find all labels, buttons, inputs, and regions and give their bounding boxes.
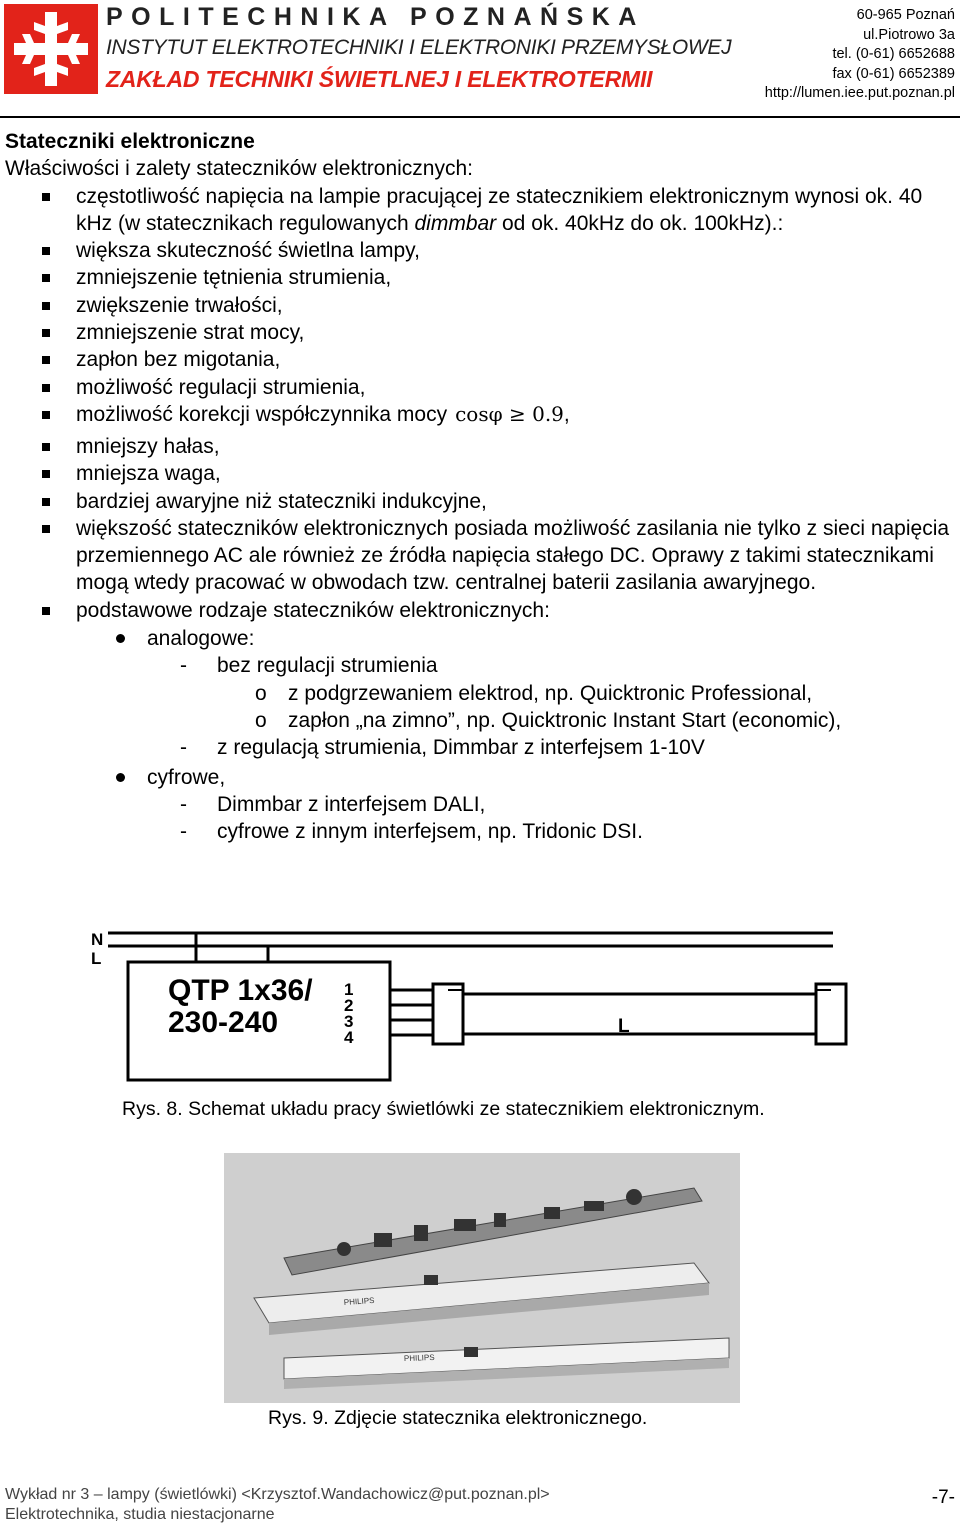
address-url[interactable]: http://lumen.iee.put.poznan.pl (764, 85, 955, 101)
round-bullet-icon (116, 634, 125, 643)
square-bullet-icon (42, 470, 50, 478)
power-factor-formula: cosφ ≥ 0.9 (455, 401, 564, 426)
square-bullet-icon (42, 274, 50, 282)
page-footer (5, 1485, 550, 1525)
square-bullet-icon (42, 498, 50, 506)
list-item: mniejsza waga, (5, 460, 955, 487)
terminal-2: 2 (344, 996, 354, 1015)
footer-course: Elektrotechnika, studia niestacjonarne (5, 1506, 275, 1523)
square-bullet-icon (42, 443, 50, 451)
type-analog-example: o zapłon „na zimno”, np. Quicktronic Instant Start (economic), (255, 708, 842, 732)
list-item: częstotliwość napięcia na lampie pracującej ze statecznikiem elektronicznym wynosi ok. 40 kHz (w statecznikach regulowanych dimmbar od ok. 40kHz do ok. 100kHz).: (5, 183, 955, 238)
list-item: zapłon bez migotania, (5, 346, 955, 373)
university-logo (4, 4, 98, 94)
address-block (765, 6, 955, 104)
list-item: możliwość regulacji strumienia, (5, 374, 955, 401)
square-bullet-icon (42, 411, 50, 419)
label-l-mains: L (91, 949, 102, 968)
list-item: mniejszy hałas, (5, 433, 955, 460)
lamp-label: L (618, 1016, 630, 1037)
photo-brand-2: PHILIPS (403, 1352, 435, 1363)
footer-lecture: Wykład nr 3 – lampy (świetlówki) <Krzysztof.Wandachowicz@put.poznan.pl> (5, 1486, 550, 1503)
list-item: możliwość korekcji współczynnika mocy cosφ ≥ 0.9, (5, 401, 955, 433)
department-name: ZAKŁAD TECHNIKI ŚWIETLNEJ I ELEKTROTERMII (106, 66, 653, 92)
section-intro: Właściwości i zalety stateczników elektronicznych: (5, 157, 473, 181)
list-item: zmniejszenie tętnienia strumienia, (5, 264, 955, 291)
terminal-3: 3 (344, 1012, 354, 1031)
type-analog: analogowe: (5, 625, 955, 652)
address-phone: tel. (0-61) 6652688 (832, 46, 955, 62)
university-name: POLITECHNIKA POZNAŃSKA (106, 3, 645, 31)
address-fax: fax (0-61) 6652389 (832, 65, 955, 82)
section-title: Stateczniki elektroniczne (5, 130, 255, 153)
square-bullet-icon (42, 193, 50, 201)
type-analog-example: o z podgrzewaniem elektrod, np. Quicktronic Professional, (255, 681, 813, 705)
header-divider (0, 116, 960, 118)
square-bullet-icon (42, 329, 50, 337)
address-street: ul.Piotrowo 3a (863, 26, 955, 43)
ballast-model-line1: QTP 1x36/ (168, 974, 313, 1007)
list-item: większa skuteczność świetlna lampy, (5, 237, 955, 264)
list-item: bardziej awaryjne niż stateczniki indukcyjne, (5, 488, 955, 515)
square-bullet-icon (42, 607, 50, 615)
square-bullet-icon (42, 384, 50, 392)
square-bullet-icon (42, 302, 50, 310)
square-bullet-icon (42, 525, 50, 533)
list-item: podstawowe rodzaje stateczników elektronicznych: (5, 597, 955, 624)
list-item: zmniejszenie strat mocy, (5, 319, 955, 346)
main-content (5, 128, 955, 845)
label-n: N (91, 930, 104, 949)
page-header (0, 0, 960, 118)
list-item: większość stateczników elektronicznych posiada możliwość zasilania nie tylko z sieci napięcia przemiennego AC ale również ze źródła napięcia stałego DC. Oprawy z takimi statecznikami mogą wtedy pracować w obwodach tzw. centralnej baterii zasilania awaryjnego. (5, 515, 955, 597)
ballast-model-line2: 230-240 (168, 1006, 279, 1039)
type-analog-sub: - z regulacją strumienia, Dimmbar z interfejsem 1-10V (180, 736, 705, 760)
institute-name: INSTYTUT ELEKTROTECHNIKI I ELEKTRONIKI PRZEMYSŁOWEJ (106, 36, 732, 59)
terminal-4: 4 (344, 1028, 354, 1047)
figure1-caption: Rys. 8. Schemat układu pracy świetlówki ze statecznikiem elektronicznym. (122, 1098, 765, 1120)
terminal-1: 1 (344, 980, 354, 999)
figure2-caption: Rys. 9. Zdjęcie statecznika elektronicznego. (268, 1407, 648, 1429)
wiring-schematic (88, 928, 868, 1088)
address-postcode: 60-965 Poznań (856, 7, 955, 23)
square-bullet-icon (42, 356, 50, 364)
square-bullet-icon (42, 247, 50, 255)
round-bullet-icon (116, 773, 125, 782)
ballast-photo (224, 1153, 740, 1403)
list-item: zwiększenie trwałości, (5, 292, 955, 319)
type-analog-sub: - bez regulacji strumienia (180, 654, 438, 678)
page-number: -7- (931, 1487, 955, 1508)
type-digital-sub: - Dimmbar z interfejsem DALI, (180, 792, 486, 816)
type-digital-sub: - cyfrowe z innym interfejsem, np. Tridonic DSI. (180, 820, 643, 844)
type-digital: cyfrowe, (5, 764, 955, 791)
photo-brand-1: PHILIPS (343, 1295, 375, 1307)
